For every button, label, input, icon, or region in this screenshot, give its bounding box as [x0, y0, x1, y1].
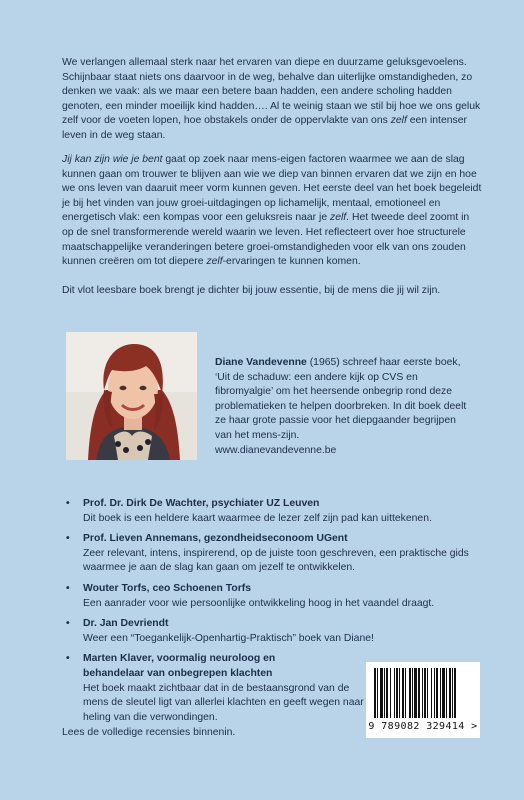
endorsement-item	[66, 582, 486, 611]
barcode-bar	[414, 668, 417, 718]
endorsement-author: Wouter Torfs, ceo Schoenen Torfs	[83, 582, 251, 594]
barcode-bar	[454, 668, 456, 718]
barcode-bar	[431, 668, 432, 718]
barcode-bar	[402, 668, 404, 718]
barcode-bar	[434, 668, 435, 718]
bullet-icon: •	[66, 533, 70, 545]
endorsement-author: Dr. Jan Devriendt	[83, 618, 169, 630]
isbn-barcode	[366, 662, 480, 738]
author-photo	[66, 332, 197, 460]
endorsement-item	[66, 497, 486, 526]
barcode-bar	[409, 668, 411, 718]
endorsement-author: Marten Klaver, voormalig neuroloog en behandelaar van onbegrepen klachten	[83, 653, 276, 679]
barcode-bar	[446, 668, 447, 718]
barcode-bar	[442, 668, 445, 718]
barcode-bar	[405, 668, 406, 718]
bullet-icon: •	[66, 582, 70, 594]
author-name: Diane Vandevenne	[215, 357, 307, 368]
book-title: Jij kan zijn wie je bent	[62, 154, 163, 165]
endorsement-text: Weer een “Toegankelijk-Openhartig-Praktisch” boek van Diane!	[83, 632, 374, 644]
endorsement-text: Een aanrader voor wie persoonlijke ontwikkeling hoog in het vaandel draagt.	[83, 597, 435, 609]
bullet-icon: •	[66, 653, 70, 665]
barcode-bar	[396, 668, 398, 718]
endorsement-item	[66, 617, 486, 646]
barcode-bar	[422, 668, 423, 718]
barcode-bar	[424, 668, 426, 718]
barcode-bar	[452, 668, 453, 718]
endorsement-text: Dit boek is een heldere kaart waarmee de lezer zelf zijn pad kan uittekenen.	[83, 512, 432, 524]
barcode-bar	[374, 668, 376, 718]
endorsement-author: Prof. Dr. Dirk De Wachter, psychiater UZ Leuven	[83, 498, 320, 509]
barcode-bar	[418, 668, 420, 718]
bullet-icon: •	[66, 498, 70, 509]
book-description-paragraph: Jij kan zijn wie je bent gaat op zoek naar mens-eigen factoren waarmee we aan de slag kunnen gaan om trouwer te blijven aan wie we diep van binnen ervaren dat we zijn en hoe we ons leven van daaruit meer vorm kunnen geven. Het eerste deel van het boek begeleidt je bij het vinden van jouw groei-uitdagingen op lichamelijk, mentaal, emotioneel en energetisch vlak: een kompas voor een geluksreis naar je zelf. Het tweede deel zoomt in op de snel transformerende wereld waarin we leven. Het reflecteert over hoe structurele maatschappelijke veranderingen betere groei-omstandigheden voor elk van ons zouden kunnen creëren om tot diepere zelf-ervaringen te kunnen komen.	[62, 154, 482, 268]
barcode-bar	[377, 668, 378, 718]
barcode-bar	[427, 668, 428, 718]
endorsement-item	[66, 532, 486, 576]
barcode-bar	[380, 668, 383, 718]
barcode-bar	[390, 668, 391, 718]
barcode-bar	[384, 668, 385, 718]
barcode-bar	[436, 668, 438, 718]
intro-paragraph: We verlangen allemaal sterk naar het ervaren van diepe en duurzame geluksgevoelens. Schijnbaar staat niets ons daarvoor in de weg, behalve dan uiterlijke omstandigheden, zo denken we vaak: als we maar een betere baan hadden, een andere scholing hadden genoten, een minder moeilijk kind hadden…. Al te weinig staan we stil bij hoe we ons geluk zelf voor de voeten lopen, hoe obstakels onder de oppervlakte van ons zelf een intenser leven in de weg staan.	[62, 57, 481, 141]
author-website: www.dianevandevenne.be	[215, 444, 337, 456]
barcode-bar	[394, 668, 395, 718]
summary-paragraph: Dit vlot leesbare boek brengt je dichter bij jouw essentie, bij de mens die jij wil zijn.	[62, 285, 441, 296]
barcode-bar	[386, 668, 388, 718]
author-bio: Diane Vandevenne (1965) schreef haar eerste boek, ‘Uit de schaduw: een andere kijk op CVS en fibromyalgie’ om het heersende onbegrip rond deze problematieken te helpen doorbreken. In dit boek deelt ze haar grote passie voor het diepgaander begrijpen van het mens-zijn. www.dianevandevenne.be	[215, 357, 467, 456]
barcode-bar	[399, 668, 400, 718]
bullet-icon: •	[66, 618, 70, 630]
barcode-bar	[449, 668, 451, 718]
endorsement-author: Prof. Lieven Annemans, gezondheidseconoom UGent	[83, 533, 348, 545]
endorsement-text: Zeer relevant, intens, inspirerend, op de juiste toon geschreven, een praktische gids waarmee je aan de slag kan gaan om jezelf te ontwikkelen.	[83, 547, 469, 574]
endorsement-text: Het boek maakt zichtbaar dat in de bestaansgrond van de mens de sleutel ligt van allerlei klachten en geeft wegen naar heling van die verwondingen.	[83, 682, 364, 723]
closing-note: Lees de volledige recensies binnenin.	[62, 727, 236, 738]
barcode-bar	[412, 668, 413, 718]
barcode-bar	[440, 668, 441, 718]
isbn-number: 9 789082 329414 >	[368, 721, 478, 732]
